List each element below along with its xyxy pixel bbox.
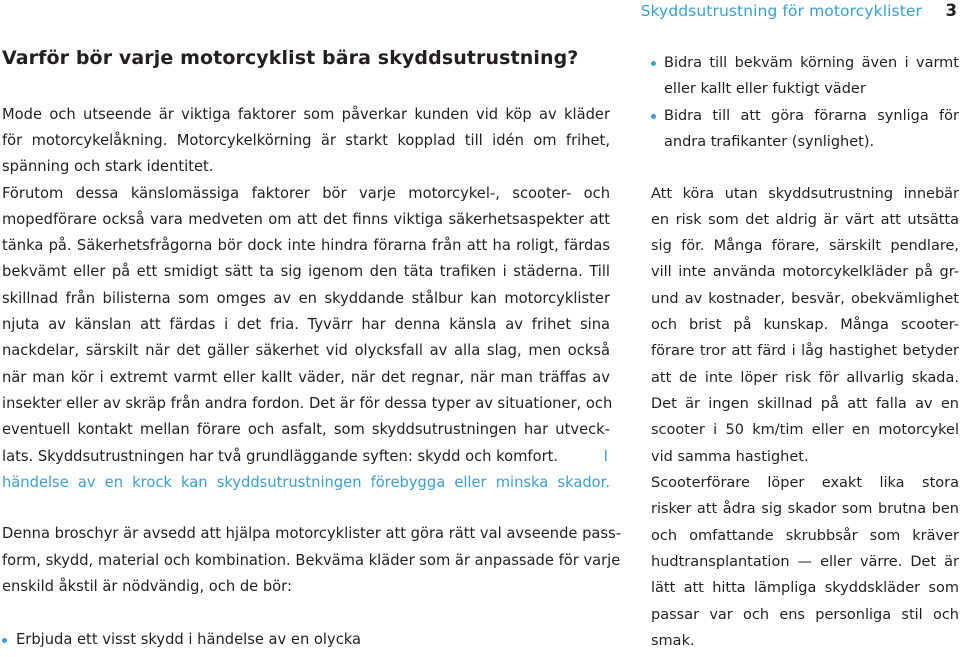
- text-line: och brist på kunskap. Många scooter-: [651, 317, 959, 333]
- text-line: form, skydd, material och kombination. Bekväma kläder som är anpassade för varje: [2, 552, 621, 569]
- text-line: tänka på. Säkerhetsfrågorna bör dock inte hindra förarna från att ha roligt, färdas: [2, 237, 610, 254]
- text-line: förare tror att färd i låg hastighet betyder: [651, 343, 959, 359]
- text-line: nackdelar, särskilt när det gäller säkerhet vid olycksfall av alla slag, men också: [2, 342, 610, 359]
- text-line: scooter i 50 km/tim eller en motorcykel: [651, 422, 959, 438]
- text-line: vill inte använda motorcykelkläder på gr-: [651, 264, 959, 280]
- text-line: en risk som det aldrig är värt att utsätta: [651, 212, 959, 228]
- text-line: spänning och stark identitet.: [2, 158, 214, 175]
- text-line: insekter eller av skräp från andra fordon. Det är för dessa typer av situationer, och: [2, 395, 613, 412]
- bullet-icon: [651, 61, 656, 66]
- bullet-text: andra trafikanter (synlighet).: [664, 134, 875, 150]
- text-line: und av kostnader, besvär, obekvämlighet: [651, 291, 959, 307]
- text-line: och omfattande skrubbsår som kräver: [651, 528, 959, 544]
- bullet-text: Bidra till att göra förarna synliga för: [664, 108, 959, 124]
- text-line: Scooterförare löper exakt lika stora: [651, 475, 959, 491]
- text-line: hudtransplantation — eller värre. Det är: [651, 554, 959, 570]
- text-line: skillnad från bilisterna som omges av en skyddande stålbur kan motorcyklister: [2, 290, 610, 307]
- text-line: att de inte löper risk för allvarlig skada.: [651, 370, 959, 386]
- text-line: passar var och ens personliga stil och: [651, 607, 959, 623]
- bullet-text: Bidra till bekväm körning även i varmt: [664, 55, 959, 71]
- text-line: mopedförare också vara medveten om att det finns viktiga säkerhetsaspekter att: [2, 211, 610, 228]
- section-heading: Varför bör varje motorcyklist bära skyddsutrustning?: [2, 47, 579, 69]
- text-line: [2, 447, 610, 467]
- text-line: för motorcykelåkning. Motorcykelkörning är starkt kopplad till idén om frihet,: [2, 132, 610, 149]
- header-title: Skyddsutrustning för motorcyklister: [640, 2, 922, 20]
- text-line: Mode och utseende är viktiga faktorer som påverkar kunden vid köp av kläder: [2, 106, 610, 123]
- highlight-line: händelse av en krock kan skyddsutrustningen förebygga eller minska skador.: [2, 474, 610, 491]
- text-line: Att köra utan skyddsutrustning innebär: [651, 186, 959, 202]
- text-line: bekvämt eller på ett smidigt sätt ta sig igenom den täta trafiken i städerna. Till: [2, 263, 610, 280]
- text-line: lätt att hitta lämpliga skyddskläder som: [651, 580, 959, 596]
- page-number: 3: [945, 1, 957, 20]
- text-line: eventuell kontakt mellan förare och asfalt, som skyddsutrustningen har utveck-: [2, 421, 610, 438]
- text-span: lats. Skyddsutrustningen har två grundläggande syften: skydd och komfort.: [2, 448, 559, 465]
- running-header: [0, 0, 960, 27]
- text-line: enskild åkstil är nödvändig, och de bör:: [2, 578, 292, 595]
- text-line: när man kör i extremt varmt eller kallt väder, när det regnar, när man träffas av: [2, 369, 610, 386]
- text-line: risker att ådra sig skador som brutna ben: [651, 501, 959, 517]
- text-line: vid samma hastighet.: [651, 449, 809, 465]
- text-line: Förutom dessa känslomässiga faktorer bör varje motorcykel-, scooter- och: [2, 185, 610, 202]
- text-line: Det är ingen skillnad på att falla av en: [651, 396, 959, 412]
- text-line: sig för. Många förare, särskilt pendlare,: [651, 238, 959, 254]
- bullet-icon: [651, 114, 656, 119]
- text-line: smak.: [651, 633, 695, 649]
- text-line: Denna broschyr är avsedd att hjälpa motorcyklister att göra rätt val avseende pass-: [2, 525, 622, 542]
- bullet-text: eller kallt eller fuktigt väder: [664, 81, 866, 97]
- text-line: njuta av känslan att färdas i det fria. Tyvärr har denna känsla av frihet sina: [2, 316, 610, 333]
- bullet-text: Erbjuda ett visst skydd i händelse av en olycka: [16, 631, 362, 648]
- highlight-text: I: [603, 448, 608, 465]
- bullet-icon: [2, 638, 7, 643]
